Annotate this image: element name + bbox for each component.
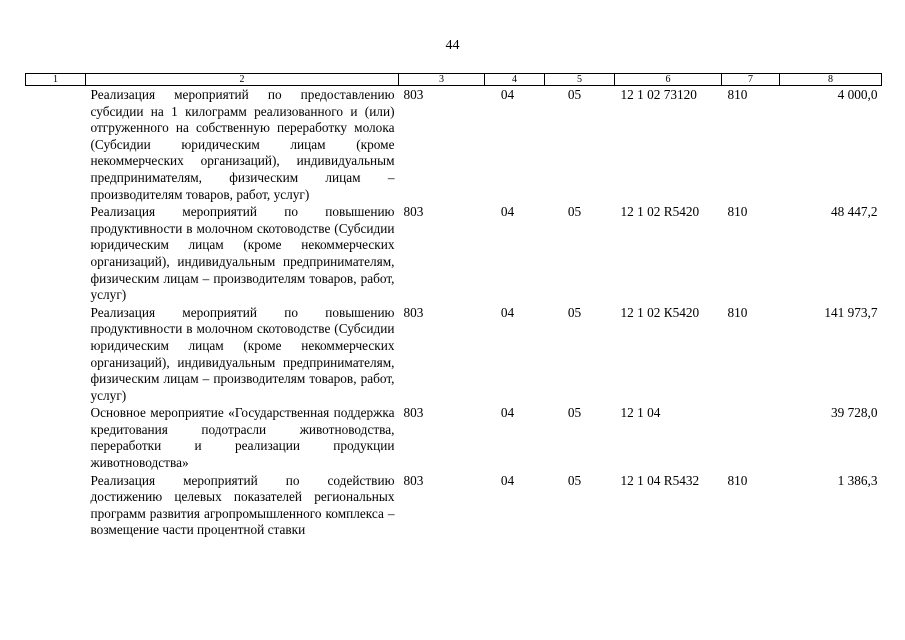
header-col-8: 8 [780,74,882,86]
item-name: Реализация мероприятий по содействию достижению целевых показателей региональных программ развития агропромышленного комплекса – возмещение части процентной ставки [90,472,395,538]
table-row [26,472,882,539]
budget-table [25,73,882,539]
header-row [26,74,882,86]
header-col-4: 4 [485,74,545,86]
item-name: Реализация мероприятий по предоставлению субсидии на 1 килограмм реализованного и (или) отгруженного на собственную переработку молока (Субсидии юридическим лицам (кроме некоммерческих организаций), индивидуальным предпринимателям, физическим лицам – производителям товаров, работ, услуг) [90,87,395,202]
article-code: 12 1 02 73120 [620,87,697,102]
expense-type-code: 810 [727,204,748,220]
section-code: 04 [500,304,515,320]
expense-type-code: 810 [727,87,748,102]
row-number-cell [26,203,86,304]
page-number: 44 [445,38,460,53]
ministry-code: 803 [403,304,424,320]
expense-type-code [722,404,780,471]
section-code: 04 [500,87,515,102]
amount: 141 973,7 [824,304,878,320]
ministry-code: 803 [403,405,424,421]
subsection-code: 05 [567,87,582,102]
header-col-5: 5 [545,74,615,86]
section-code: 04 [500,472,515,488]
item-name: Реализация мероприятий по повышению продуктивности в молочном скотоводстве (Субсидии юридическим лицам (кроме некоммерческих организаций), индивидуальным предпринимателям, физическим лицам – производителям товаров, работ, услуг) [90,304,395,403]
ministry-code: 803 [403,87,424,102]
article-code: 12 1 02 К5420 [620,304,700,320]
row-number-cell [26,404,86,471]
header-col-6: 6 [615,74,722,86]
header-col-2: 2 [86,74,399,86]
header-col-7: 7 [722,74,780,86]
item-name: Основное мероприятие «Государственная поддержка кредитования подотрасли животноводства, переработки и реализации продукции животноводства» [90,405,395,471]
expense-type-code: 810 [727,304,748,320]
header-col-1: 1 [26,74,86,86]
ministry-code: 803 [403,472,424,488]
table-row [26,203,882,304]
amount: 48 447,2 [830,204,878,220]
table-row [26,86,882,204]
section-code: 04 [500,405,515,421]
amount: 1 386,3 [837,472,878,488]
amount: 39 728,0 [830,405,878,421]
subsection-code: 05 [567,304,582,320]
subsection-code: 05 [567,472,582,488]
row-number-cell [26,86,86,204]
table-row [26,404,882,471]
article-code: 12 1 04 R5432 [620,472,700,488]
subsection-code: 05 [567,405,582,421]
ministry-code: 803 [403,204,424,220]
article-code: 12 1 02 R5420 [620,204,700,220]
row-number-cell [26,304,86,405]
item-name: Реализация мероприятий по повышению продуктивности в молочном скотоводстве (Субсидии юридическим лицам (кроме некоммерческих организаций), индивидуальным предпринимателям, физическим лицам – производителям товаров, работ, услуг) [90,204,395,303]
section-code: 04 [500,204,515,220]
expense-type-code: 810 [727,472,748,488]
article-code: 12 1 04 [620,405,661,421]
row-number-cell [26,472,86,539]
subsection-code: 05 [567,204,582,220]
amount: 4 000,0 [837,87,878,102]
table-row [26,304,882,405]
header-col-3: 3 [399,74,485,86]
